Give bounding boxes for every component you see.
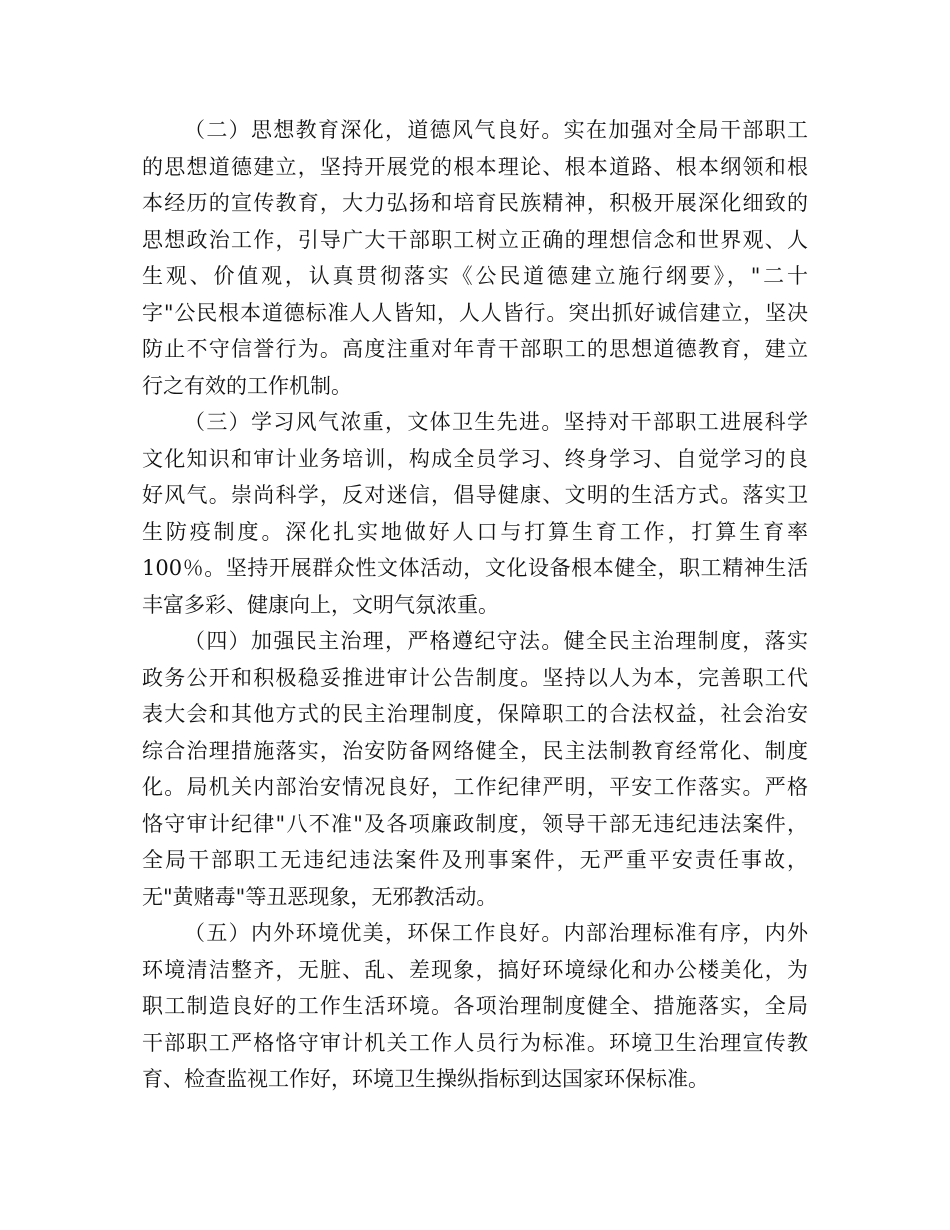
paragraph-democratic-management (142, 623, 808, 915)
text-line: 文化知识和审计业务培训，构成全员学习、终身学习、自觉学习的良 (142, 446, 808, 471)
text-line: 防止不守信誉行为。高度注重对年青干部职工的思想道德教育，建立 (142, 337, 808, 361)
text-line: 生防疫制度。深化扎实地做好人口与打算生育工作，打算生育率 (142, 519, 808, 544)
text-line: 字"公民根本道德标准人人皆知，人人皆行。突出抓好诚信建立，坚决 (142, 300, 808, 325)
text-line: 行之有效的工作机制。 (142, 373, 352, 398)
text-line: （四）加强民主治理，严格遵纪守法。健全民主治理制度，落实 (184, 629, 808, 653)
text-line: 表大会和其他方式的民主治理制度，保障职工的合法权益，社会治安 (142, 702, 808, 726)
text-line: 化。局机关内部治安情况良好，工作纪律严明，平安工作落实。严格 (142, 775, 808, 799)
document-page (142, 112, 808, 1098)
text-line: 生观、价值观，认真贯彻落实《公民道德建立施行纲要》，"二十 (142, 264, 808, 288)
text-line: 的思想道德建立，坚持开展党的根本理论、根本道路、根本纲领和根 (142, 154, 808, 179)
text-line: （三）学习风气浓重，文体卫生先进。坚持对干部职工进展科学 (184, 410, 808, 434)
text-line: （五）内外环境优美，环保工作良好。内部治理标准有序，内外 (184, 921, 808, 945)
paragraph-environment (142, 915, 808, 1098)
text-line: 丰富多彩、健康向上，文明气氛浓重。 (142, 592, 499, 617)
text-line: 干部职工严格恪守审计机关工作人员行为标准。环境卫生治理宣传教 (142, 1030, 808, 1055)
text-line: 综合治理措施落实，治安防备网络健全，民主法制教育经常化、制度 (142, 738, 808, 763)
text-line: 育、检查监视工作好，环境卫生操纵指标到达国家环保标准。 (142, 1067, 709, 1091)
paragraph-learning-atmosphere (142, 404, 808, 623)
text-line: 政务公开和积极稳妥推进审计公告制度。坚持以人为本，完善职工代 (142, 665, 808, 690)
text-line: 环境清洁整齐，无脏、乱、差现象，搞好环境绿化和办公楼美化，为 (142, 957, 808, 982)
text-line: 职工制造良好的工作生活环境。各项治理制度健全、措施落实，全局 (142, 994, 808, 1018)
text-line: 100％。坚持开展群众性文体活动，文化设备根本健全，职工精神生活 (142, 556, 808, 580)
text-line: 思想政治工作，引导广大干部职工树立正确的理想信念和世界观、人 (142, 227, 808, 252)
text-line: （二）思想教育深化，道德风气良好。实在加强对全局干部职工 (184, 118, 808, 142)
text-line: 无"黄赌毒"等丑恶现象，无邪教活动。 (142, 884, 498, 909)
text-line: 本经历的宣传教育，大力弘扬和培育民族精神，积极开展深化细致的 (142, 191, 808, 215)
text-line: 恪守审计纪律"八不准"及各项廉政制度，领导干部无违纪违法案件， (142, 811, 808, 836)
paragraph-ideological-education (142, 112, 808, 404)
text-line: 全局干部职工无违纪违法案件及刑事案件，无严重平安责任事故， (142, 848, 808, 872)
text-line: 好风气。崇尚科学，反对迷信，倡导健康、文明的生活方式。落实卫 (142, 483, 808, 507)
